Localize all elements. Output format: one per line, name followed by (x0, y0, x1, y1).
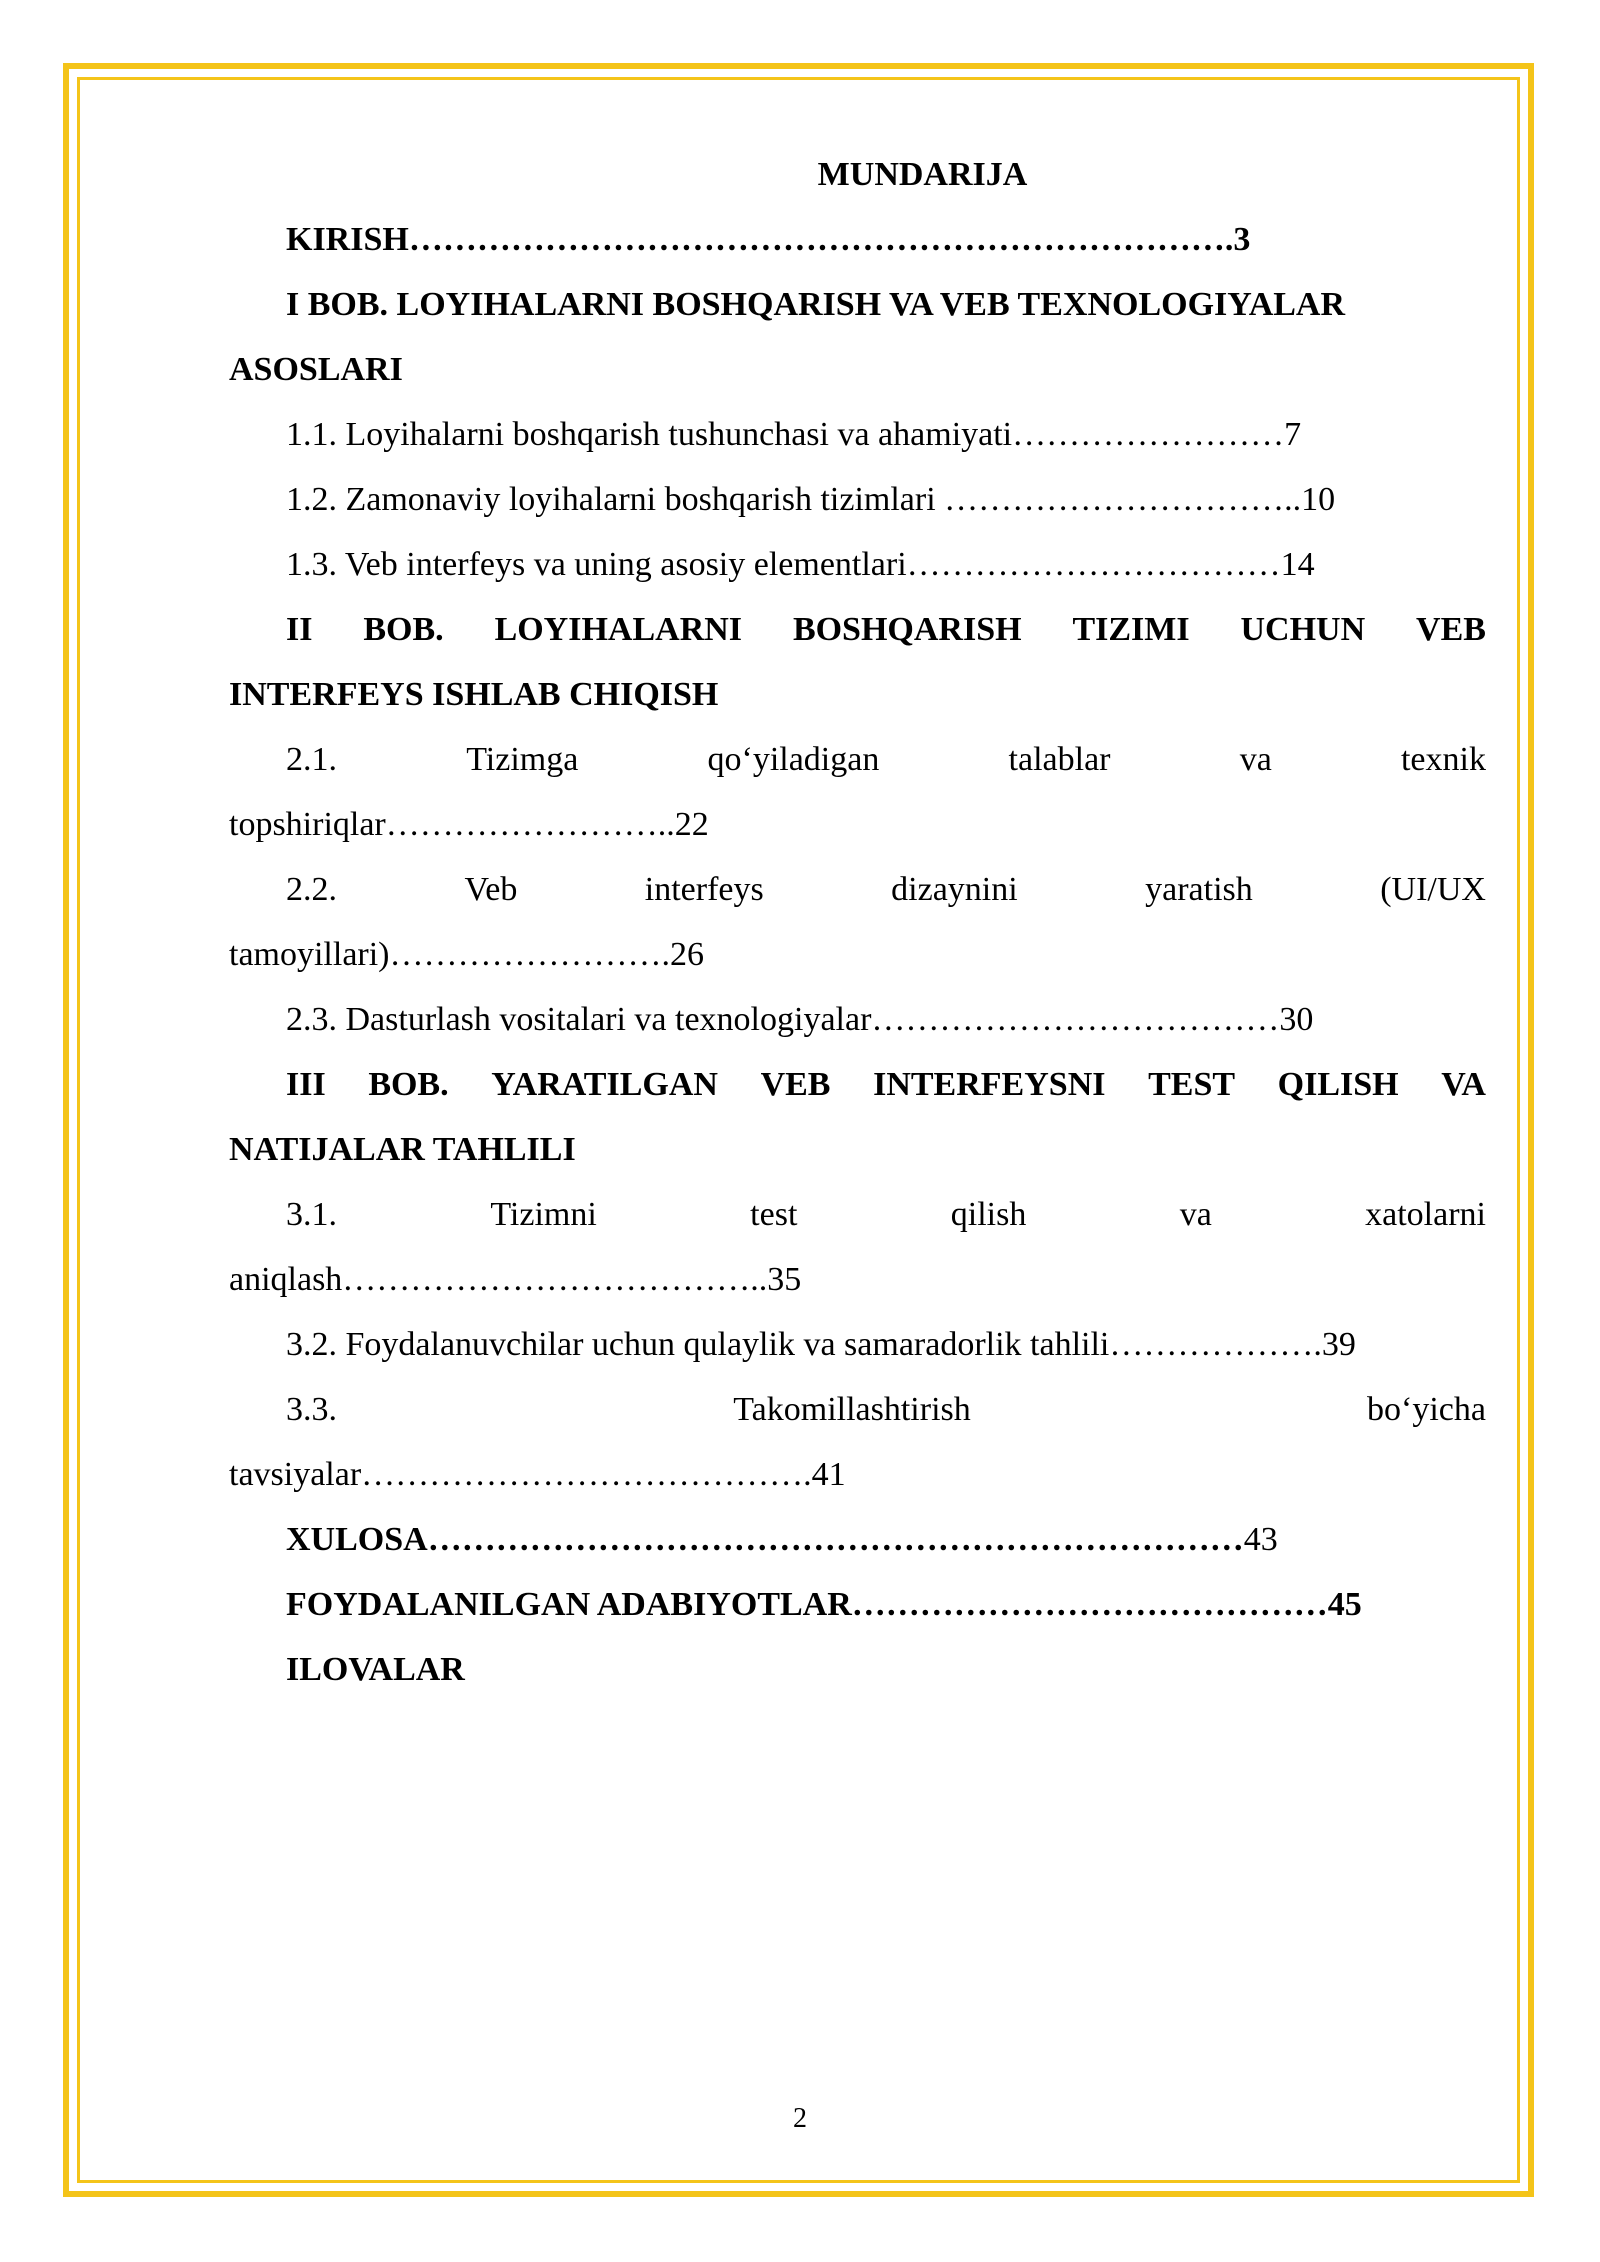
toc-word: test (750, 1196, 798, 1233)
toc-word: 2.2. (286, 871, 337, 908)
toc-title: MUNDARIJA (817, 156, 1028, 193)
toc-word: 2.1. (286, 741, 337, 778)
toc-chapter-2-line2: INTERFEYS ISHLAB CHIQISH (229, 676, 719, 713)
toc-section-2-3: 2.3. Dasturlash vositalari va texnologiyalar………………………………30 (286, 1001, 1314, 1038)
toc-word: VA (1441, 1066, 1486, 1103)
toc-word: TEST (1148, 1066, 1236, 1103)
toc-section-2-2-line1 (229, 857, 1486, 922)
toc-section-1-2: 1.2. Zamonaviy loyihalarni boshqarish tizimlari …………………………..10 (286, 481, 1336, 518)
toc-section-2-1-line1 (229, 727, 1486, 792)
toc-word: VEB (1416, 611, 1486, 648)
toc-word: bo‘yicha (1367, 1391, 1486, 1428)
toc-word: BOB. (363, 611, 444, 648)
toc-word: Veb (464, 871, 518, 908)
toc-word: (UI/UX (1380, 871, 1486, 908)
toc-entry-adabiyotlar: FOYDALANILGAN ADABIYOTLAR……………………………………45 (286, 1586, 1362, 1623)
toc-word: Tizimni (490, 1196, 597, 1233)
toc-entry-xulosa (229, 1507, 1486, 1572)
toc-section-1-1: 1.1. Loyihalarni boshqarish tushunchasi va ahamiyati……………………7 (286, 416, 1302, 453)
toc-word: QILISH (1277, 1066, 1399, 1103)
toc-section-3-3-line2: tavsiyalar………………………………….41 (229, 1456, 846, 1493)
table-of-contents (229, 142, 1486, 1702)
toc-word: va (1239, 741, 1272, 778)
toc-entry-ilovalar: ILOVALAR (286, 1651, 465, 1688)
toc-word: 3.1. (286, 1196, 337, 1233)
toc-section-3-2: 3.2. Foydalanuvchilar uchun qulaylik va samaradorlik tahlili……………….39 (286, 1326, 1356, 1363)
toc-section-3-1-line2: aniqlash………………………………..35 (229, 1261, 802, 1298)
toc-word: interfeys (644, 871, 764, 908)
toc-entry-kirish: KIRISH……………………………………………………………….3 (286, 221, 1251, 258)
toc-word: BOB. (368, 1066, 449, 1103)
toc-chapter-1-line2: ASOSLARI (229, 351, 403, 388)
toc-word: BOSHQARISH (792, 611, 1022, 648)
toc-word: VEB (760, 1066, 831, 1103)
toc-word: LOYIHALARNI (494, 611, 743, 648)
toc-word: INTERFEYSNI (873, 1066, 1106, 1103)
toc-chapter-2-line1 (229, 597, 1486, 662)
toc-xulosa-page: 43 (1243, 1521, 1278, 1558)
toc-word: texnik (1400, 741, 1486, 778)
toc-word: III (286, 1066, 326, 1103)
toc-section-2-2-line2: tamoyillari)…………………….26 (229, 936, 705, 973)
toc-word: dizaynini (891, 871, 1018, 908)
toc-word: va (1179, 1196, 1212, 1233)
toc-section-3-1-line1 (229, 1182, 1486, 1247)
toc-word: qilish (950, 1196, 1027, 1233)
toc-word: Tizimga (466, 741, 579, 778)
toc-chapter-1-text: I BOB. LOYIHALARNI BOSHQARISH VA VEB TEXNOLOGIYALAR (286, 286, 1346, 323)
toc-xulosa-label: XULOSA……………………………………………………………… (286, 1521, 1244, 1558)
toc-word: yaratish (1145, 871, 1253, 908)
toc-word: xatolarni (1365, 1196, 1486, 1233)
toc-word: YARATILGAN (491, 1066, 718, 1103)
toc-section-3-3-line1 (229, 1377, 1486, 1442)
toc-section-2-1-line2: topshiriqlar……………………..22 (229, 806, 709, 843)
toc-word: UCHUN (1240, 611, 1366, 648)
toc-word: TIZIMI (1072, 611, 1190, 648)
toc-word: talablar (1008, 741, 1111, 778)
toc-word: qo‘yiladigan (707, 741, 880, 778)
toc-chapter-3-line1 (229, 1052, 1486, 1117)
toc-word: 3.3. (286, 1391, 337, 1428)
toc-word: Takomillashtirish (733, 1391, 971, 1428)
toc-word: II (286, 611, 313, 648)
page-number: 2 (793, 2103, 807, 2134)
toc-chapter-3-line2: NATIJALAR TAHLILI (229, 1131, 576, 1168)
toc-section-1-3: 1.3. Veb interfeys va uning asosiy elementlari……………………………14 (286, 546, 1315, 583)
toc-chapter-1-line1 (229, 272, 1486, 337)
